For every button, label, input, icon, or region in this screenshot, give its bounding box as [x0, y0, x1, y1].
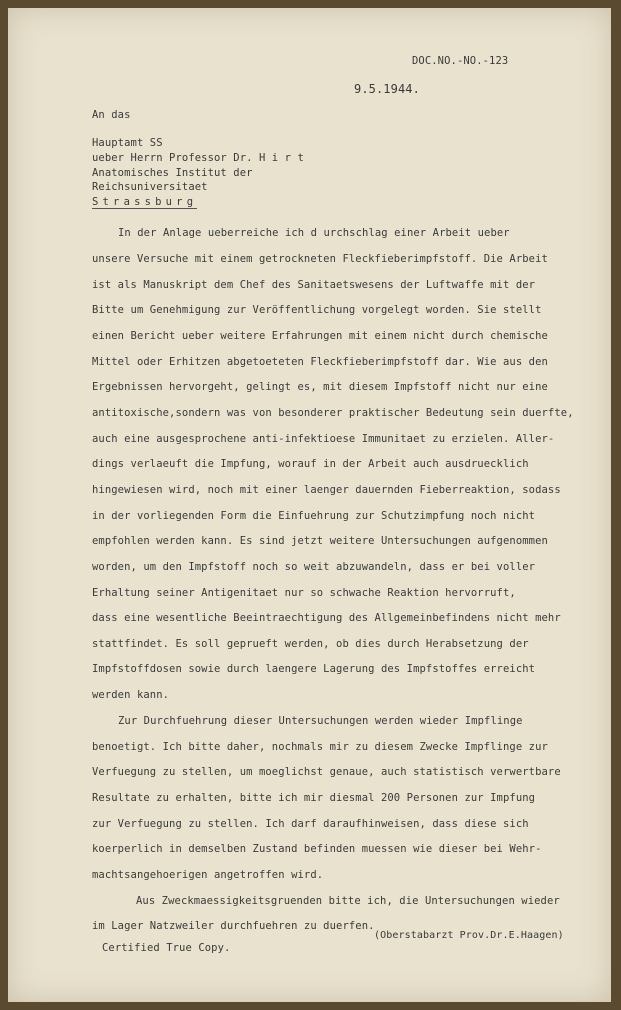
body-line: worden, um den Impfstoff noch so weit abzuwandeln, dass er bei voller	[92, 561, 536, 573]
address-salutation: An das	[92, 109, 131, 121]
body-line: Ergebnissen hervorgeht, gelingt es, mit diesem Impfstoff nicht nur eine	[92, 381, 548, 393]
body-line: einen Bericht ueber weitere Erfahrungen mit einem nicht durch chemische	[92, 330, 548, 342]
body-line: benoetigt. Ich bitte daher, nochmals mir zu diesem Zwecke Impflinge zur	[92, 741, 548, 753]
body-line: auch eine ausgesprochene anti-infektioese Immunitaet zu erzielen. Aller-	[92, 433, 555, 445]
body-line: Bitte um Genehmigung zur Veröffentlichung vorgelegt worden. Sie stellt	[92, 304, 542, 316]
body-line: hingewiesen wird, noch mit einer laenger dauernden Fieberreaktion, sodass	[92, 484, 561, 496]
body-line: Resultate zu erhalten, bitte ich mir diesmal 200 Personen zur Impfung	[92, 792, 536, 804]
body-line: ist als Manuskript dem Chef des Sanitaetswesens der Luftwaffe mit der	[92, 279, 536, 291]
body-line: in der vorliegenden Form die Einfuehrung zur Schutzimpfung noch nicht	[92, 510, 536, 522]
body-line: In der Anlage ueberreiche ich d urchschlag einer Arbeit ueber	[118, 227, 510, 239]
body-line: Aus Zweckmaessigkeitsgruenden bitte ich, die Untersuchungen wieder	[136, 895, 560, 907]
address-line-1: Hauptamt SS	[92, 137, 163, 149]
address-line-2: ueber Herrn Professor Dr. H i r t	[92, 152, 304, 164]
body-line: Impfstoffdosen sowie durch laengere Lagerung des Impfstoffes erreicht	[92, 663, 536, 675]
document-page	[8, 8, 611, 1002]
body-line: antitoxische,sondern was von besonderer praktischer Bedeutung sein duerfte,	[92, 407, 574, 419]
address-line-4: Reichsuniversitaet	[92, 181, 208, 193]
body-line: unsere Versuche mit einem getrockneten Fleckfieberimpfstoff. Die Arbeit	[92, 253, 548, 265]
document-number: DOC.NO.-NO.-123	[412, 55, 509, 67]
body-line: stattfindet. Es soll geprueft werden, ob dies durch Herabsetzung der	[92, 638, 529, 650]
certified-copy-note: Certified True Copy.	[102, 942, 231, 954]
document-date: 9.5.1944.	[354, 82, 420, 96]
body-line: dass eine wesentliche Beeintraechtigung des Allgemeinbefindens nicht mehr	[92, 612, 561, 624]
address-city: Strassburg	[92, 196, 198, 208]
body-line: werden kann.	[92, 689, 170, 701]
body-line: dings verlaeuft die Impfung, worauf in der Arbeit auch ausdruecklich	[92, 458, 529, 470]
body-line: koerperlich in demselben Zustand befinden muessen wie dieser bei Wehr-	[92, 843, 542, 855]
body-line: Mittel oder Erhitzen abgetoeteten Fleckfieberimpfstoff dar. Wie aus den	[92, 356, 548, 368]
body-line: Erhaltung seiner Antigenitaet nur so schwache Reaktion hervorruft,	[92, 587, 516, 599]
body-line: Zur Durchfuehrung dieser Untersuchungen werden wieder Impflinge	[118, 715, 523, 727]
body-line: zur Verfuegung zu stellen. Ich darf daraufhinweisen, dass diese sich	[92, 818, 529, 830]
address-line-3: Anatomisches Institut der	[92, 167, 253, 179]
body-line: machtsangehoerigen angetroffen wird.	[92, 869, 324, 881]
body-line: Verfuegung zu stellen, um moeglichst genaue, auch statistisch verwertbare	[92, 766, 561, 778]
body-line: im Lager Natzweiler durchfuehren zu duerfen.	[92, 920, 375, 932]
body-line: empfohlen werden kann. Es sind jetzt weitere Untersuchungen aufgenommen	[92, 535, 548, 547]
signature-line: (Oberstabarzt Prov.Dr.E.Haagen)	[374, 930, 564, 941]
